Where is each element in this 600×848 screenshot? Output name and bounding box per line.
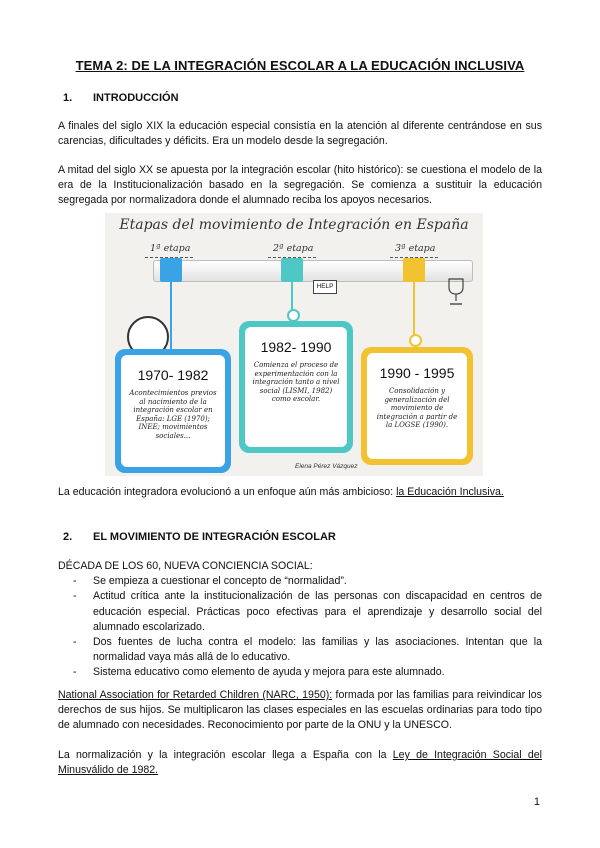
stage-3-connector [413, 282, 415, 337]
stage-2-card [239, 321, 353, 453]
intro-paragraph-2: A mitad del siglo XX se apuesta por la integración escolar (hito histórico): se cuestiona el modelo de la era de la Institucionalización basado en la segregación. Se comienza a sustituir la educación segregada por normalizadora donde el alumnado reciba los apoyos necesarios. [58, 164, 542, 207]
inclusive-education-link[interactable]: la Educación Inclusiva. [396, 486, 504, 498]
page-title: TEMA 2: DE LA INTEGRACIÓN ESCOLAR A LA EDUCACIÓN INCLUSIVA [75, 58, 525, 73]
timeline-tab-1 [160, 258, 182, 282]
evolution-text: La educación integradora evolucionó a un enfoque aún más ambicioso: [58, 486, 397, 498]
decade-block [58, 559, 542, 681]
timeline-tab-2 [281, 258, 303, 282]
list-item: - Se empieza a cuestionar el concepto de “normalidad”. [73, 575, 347, 588]
stage-1-description: Acontecimientos previos al nacimiento de la integración escolar en España: LGE (1970); INEE; movimientos sociales... [129, 389, 217, 440]
stage-2-description: Comienza el proceso de experimentación con la integración tanto a nivel social (LISMI, 1982) como escolar. [252, 361, 340, 404]
section-1-number: 1. [63, 92, 73, 104]
stage-1-years: 1970- 1982 [137, 367, 209, 383]
section-1-title: INTRODUCCIÓN [93, 92, 179, 104]
intro-paragraph-1: A finales del siglo XIX la educación especial consistía en la atención al diferente centrándose en sus carencias, dificultades y déficits. Era un modelo desde la segregación. [58, 120, 542, 148]
integration-stages-infographic [105, 213, 483, 476]
stage-2-connector [291, 282, 293, 312]
stage-3-description: Consolidación y generalización del movimiento de integración a partir de la LOGSE (1990). [376, 387, 458, 430]
lismi-link[interactable]: Ley de Integración Social del Minusválido de 1982. [58, 749, 542, 777]
narc-paragraph [58, 688, 542, 734]
help-sign-icon: HELP [313, 280, 337, 294]
stage-1-connector [170, 282, 172, 354]
stage-1-card [115, 349, 231, 473]
spain-text: La normalización y la integración escolar llega a España con la [58, 749, 393, 761]
section-2-heading [63, 531, 336, 543]
infographic-credit: Elena Pérez Vázquez [295, 463, 358, 470]
decade-heading: DÉCADA DE LOS 60, NUEVA CONCIENCIA SOCIAL: [58, 560, 313, 572]
list-item: - Dos fuentes de lucha contra el modelo: las familias y las asociaciones. Intentan que la normalidad vaya más allá de lo educativo. [73, 636, 542, 664]
stage-3-label: 3ª etapa [395, 243, 436, 254]
spain-paragraph [58, 748, 542, 778]
section-2-number: 2. [63, 531, 73, 543]
list-item: - Actitud crítica ante la institucionalización de las personas con discapacidad en centros de educación especial. Prácticas poco efectivas para el aprendizaje y desarrollo social del alumnado escolarizado. [73, 590, 542, 633]
timeline-tab-3 [403, 258, 425, 282]
narc-text: formada por las familias para reivindicar los derechos de sus hijos. Se multiplicaron las clases especiales en las escuelas ordinarias para todo tipo de alumnado con necesidades. Reconocimiento por parte de la ONU y la UNESCO. [58, 689, 542, 732]
evolution-paragraph [58, 485, 542, 500]
stage-1-label: 1ª etapa [150, 243, 191, 254]
list-item: - Sistema educativo como elemento de ayuda y mejora para este alumnado. [73, 666, 445, 679]
section-2-title: EL MOVIMIENTO DE INTEGRACIÓN ESCOLAR [93, 531, 336, 543]
page-number: 1 [533, 796, 540, 808]
stage-3-years: 1990 - 1995 [379, 365, 455, 381]
trophy-icon [445, 277, 467, 307]
stage-2-label: 2ª etapa [273, 243, 314, 254]
infographic-title: Etapas del movimiento de Integración en España [119, 217, 469, 233]
stage-2-years: 1982- 1990 [260, 339, 332, 355]
narc-link[interactable]: National Association for Retarded Children (NARC, 1950): [58, 689, 333, 701]
stage-3-card [361, 347, 473, 465]
timeline-bar [153, 260, 473, 282]
section-1-heading [63, 92, 179, 104]
stage-3-ring [409, 334, 422, 347]
